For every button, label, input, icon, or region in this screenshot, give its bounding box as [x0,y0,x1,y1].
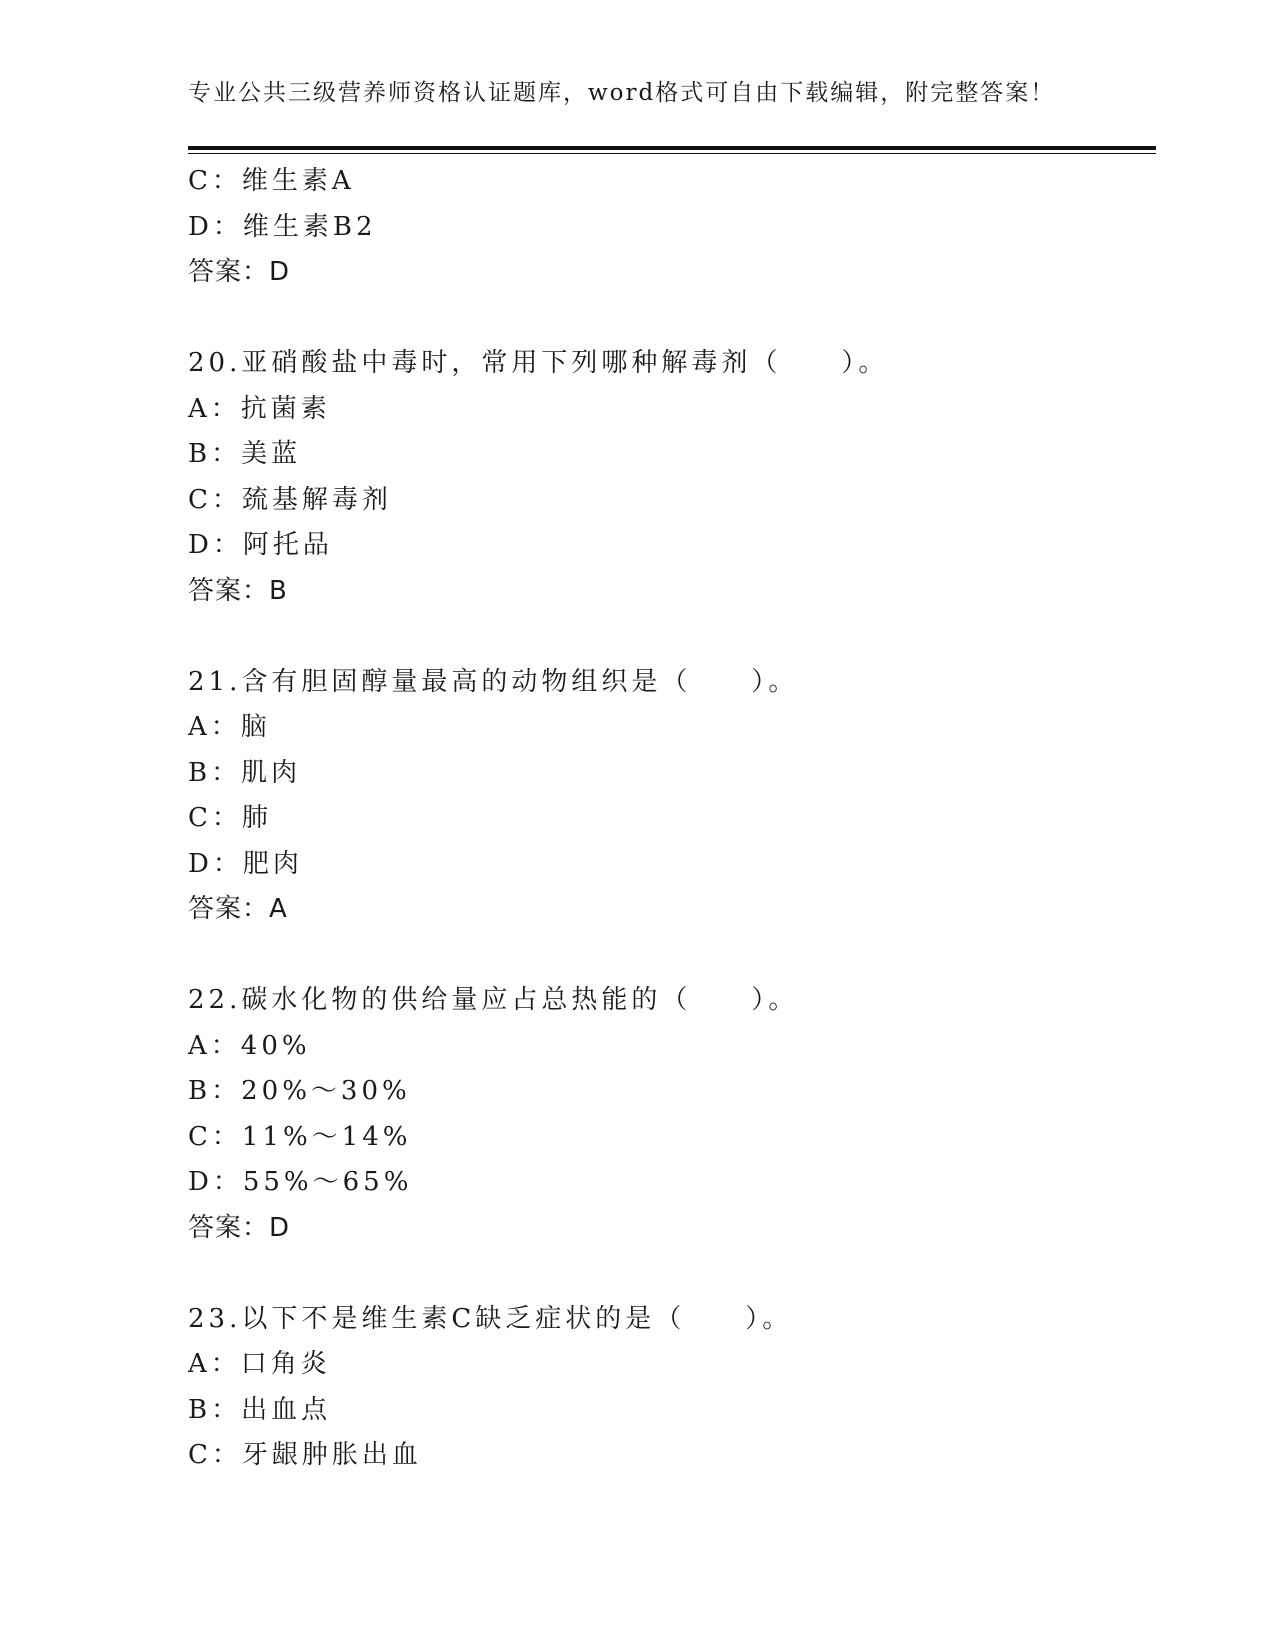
question-stem: 20.亚硝酸盐中毒时，常用下列哪种解毒剂（ ）。 [188,348,889,378]
question-23 [188,1297,1156,1479]
option-c: C：牙龈肿胀出血 [188,1440,422,1470]
header-rule-thin [188,153,1156,154]
question-content [188,159,1156,1479]
answer-line: 答案：D [188,1212,291,1243]
option-d: D：肥肉 [188,848,303,879]
option-d: D：维生素B2 [188,211,377,242]
option-b: B：出血点 [188,1394,332,1425]
question-20 [188,341,1156,614]
option-c: C：维生素A [188,166,355,196]
question-22 [188,978,1156,1251]
option-b: B：肌肉 [188,757,302,788]
question-19-tail [188,159,1156,296]
header-rule-thick [188,146,1156,150]
option-a: A：口角炎 [188,1349,331,1379]
option-d: D：55%～65% [188,1167,413,1197]
option-a: A：抗菌素 [188,393,331,424]
option-c: C：巯基解毒剂 [188,484,392,515]
answer-line: 答案：B [188,575,288,606]
option-b: B：美蓝 [188,439,302,469]
answer-line: 答案：D [188,257,291,287]
spacer [188,933,1156,979]
option-a: A：40% [188,1030,311,1061]
option-c: C：肺 [188,803,272,833]
page-header: 专业公共三级营养师资格认证题库，word格式可自由下载编辑，附完整答案！ [188,80,1056,106]
option-b: B：20%～30% [188,1076,411,1106]
answer-line: 答案：A [188,894,288,924]
option-d: D：阿托品 [188,530,333,560]
question-stem: 21.含有胆固醇量最高的动物组织是（ ）。 [188,666,799,697]
option-c: C：11%～14% [188,1121,412,1152]
option-a: A：脑 [188,712,271,742]
spacer [188,1251,1156,1297]
question-stem: 23.以下不是维生素C缺乏症状的是（ ）。 [188,1303,793,1334]
spacer [188,614,1156,660]
question-stem: 22.碳水化物的供给量应占总热能的（ ）。 [188,985,799,1015]
spacer [188,296,1156,342]
question-21 [188,660,1156,933]
